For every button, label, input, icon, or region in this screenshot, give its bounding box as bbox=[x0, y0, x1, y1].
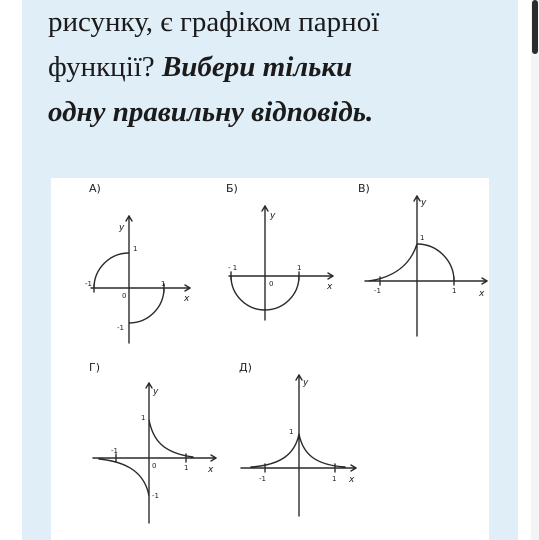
graphs-figure bbox=[51, 178, 489, 540]
question-line-2 bbox=[48, 45, 508, 90]
option-g-tick-label-3: 0 bbox=[152, 462, 157, 470]
option-g-y-label: y bbox=[153, 387, 159, 397]
option-g-label: Г) bbox=[89, 361, 100, 374]
option-a-curve-upper bbox=[94, 253, 129, 288]
graph-option-g bbox=[89, 361, 216, 523]
option-d-tick-label-1: 1 bbox=[289, 428, 294, 436]
option-b-label: Б) bbox=[226, 182, 238, 195]
question-line-1: рисунку, є графіком парної bbox=[48, 6, 380, 38]
page-scrollbar[interactable] bbox=[531, 0, 539, 540]
option-d-curve-left bbox=[251, 434, 299, 467]
option-a-y-label: y bbox=[119, 223, 125, 233]
option-a-tick-label-5: -1 bbox=[117, 324, 124, 332]
option-v-y-label: y bbox=[421, 198, 427, 208]
question-line-2-plain: функції? bbox=[48, 51, 162, 83]
option-g-curve-left bbox=[99, 459, 149, 496]
option-v-curve-right bbox=[417, 244, 454, 281]
option-v-tick-label-2: -1 bbox=[374, 287, 381, 295]
option-b-y-label: y bbox=[270, 211, 276, 221]
question-text bbox=[48, 0, 508, 135]
option-d-tick-label-2: -1 bbox=[259, 475, 266, 483]
option-a-tick-label-3: 0 bbox=[122, 292, 127, 300]
option-a-tick-label-1: 1 bbox=[133, 245, 138, 253]
option-g-tick-label-1: 1 bbox=[141, 414, 146, 422]
graph-option-v bbox=[358, 182, 487, 336]
option-v-curve-left bbox=[369, 244, 417, 281]
option-b-tick-label-3: 0 bbox=[269, 280, 274, 288]
option-d-y-label: y bbox=[303, 378, 309, 388]
option-g-tick-label-5: -1 bbox=[152, 492, 159, 500]
option-d-curve-right bbox=[299, 434, 345, 467]
graph-option-b bbox=[226, 182, 333, 320]
option-v-tick-label-3: 1 bbox=[452, 287, 457, 295]
option-a-curve-lower bbox=[129, 288, 164, 323]
question-instruction-2: одну правильну відповідь. bbox=[48, 96, 374, 128]
graphs-svg bbox=[51, 178, 489, 540]
option-b-tick-label-2: 1 bbox=[297, 264, 302, 272]
option-a-x-label: x bbox=[184, 294, 190, 304]
option-d-label: Д) bbox=[239, 361, 252, 374]
option-d-tick-label-3: 1 bbox=[332, 475, 337, 483]
option-b-tick-label-1: - 1 bbox=[228, 264, 238, 272]
option-v-x-label: x bbox=[479, 289, 485, 299]
option-a-label: А) bbox=[89, 182, 101, 195]
graph-option-a bbox=[85, 182, 190, 343]
option-g-x-label: x bbox=[208, 465, 214, 475]
option-a-tick-label-4: 1 bbox=[161, 280, 166, 288]
option-g-tick-label-2: -1 bbox=[111, 447, 118, 455]
scrollbar-thumb[interactable] bbox=[532, 0, 538, 54]
option-b-x-label: x bbox=[327, 282, 333, 292]
question-instruction-1: Вибери тільки bbox=[161, 51, 353, 83]
graph-option-d bbox=[239, 361, 356, 516]
option-v-label: В) bbox=[358, 182, 370, 195]
option-g-curve-right bbox=[149, 420, 193, 457]
option-g-tick-label-4: 1 bbox=[184, 464, 189, 472]
option-d-x-label: x bbox=[349, 475, 355, 485]
option-a-tick-label-2: -1 bbox=[85, 280, 92, 288]
option-v-tick-label-1: 1 bbox=[420, 234, 425, 242]
question-card bbox=[22, 0, 518, 540]
